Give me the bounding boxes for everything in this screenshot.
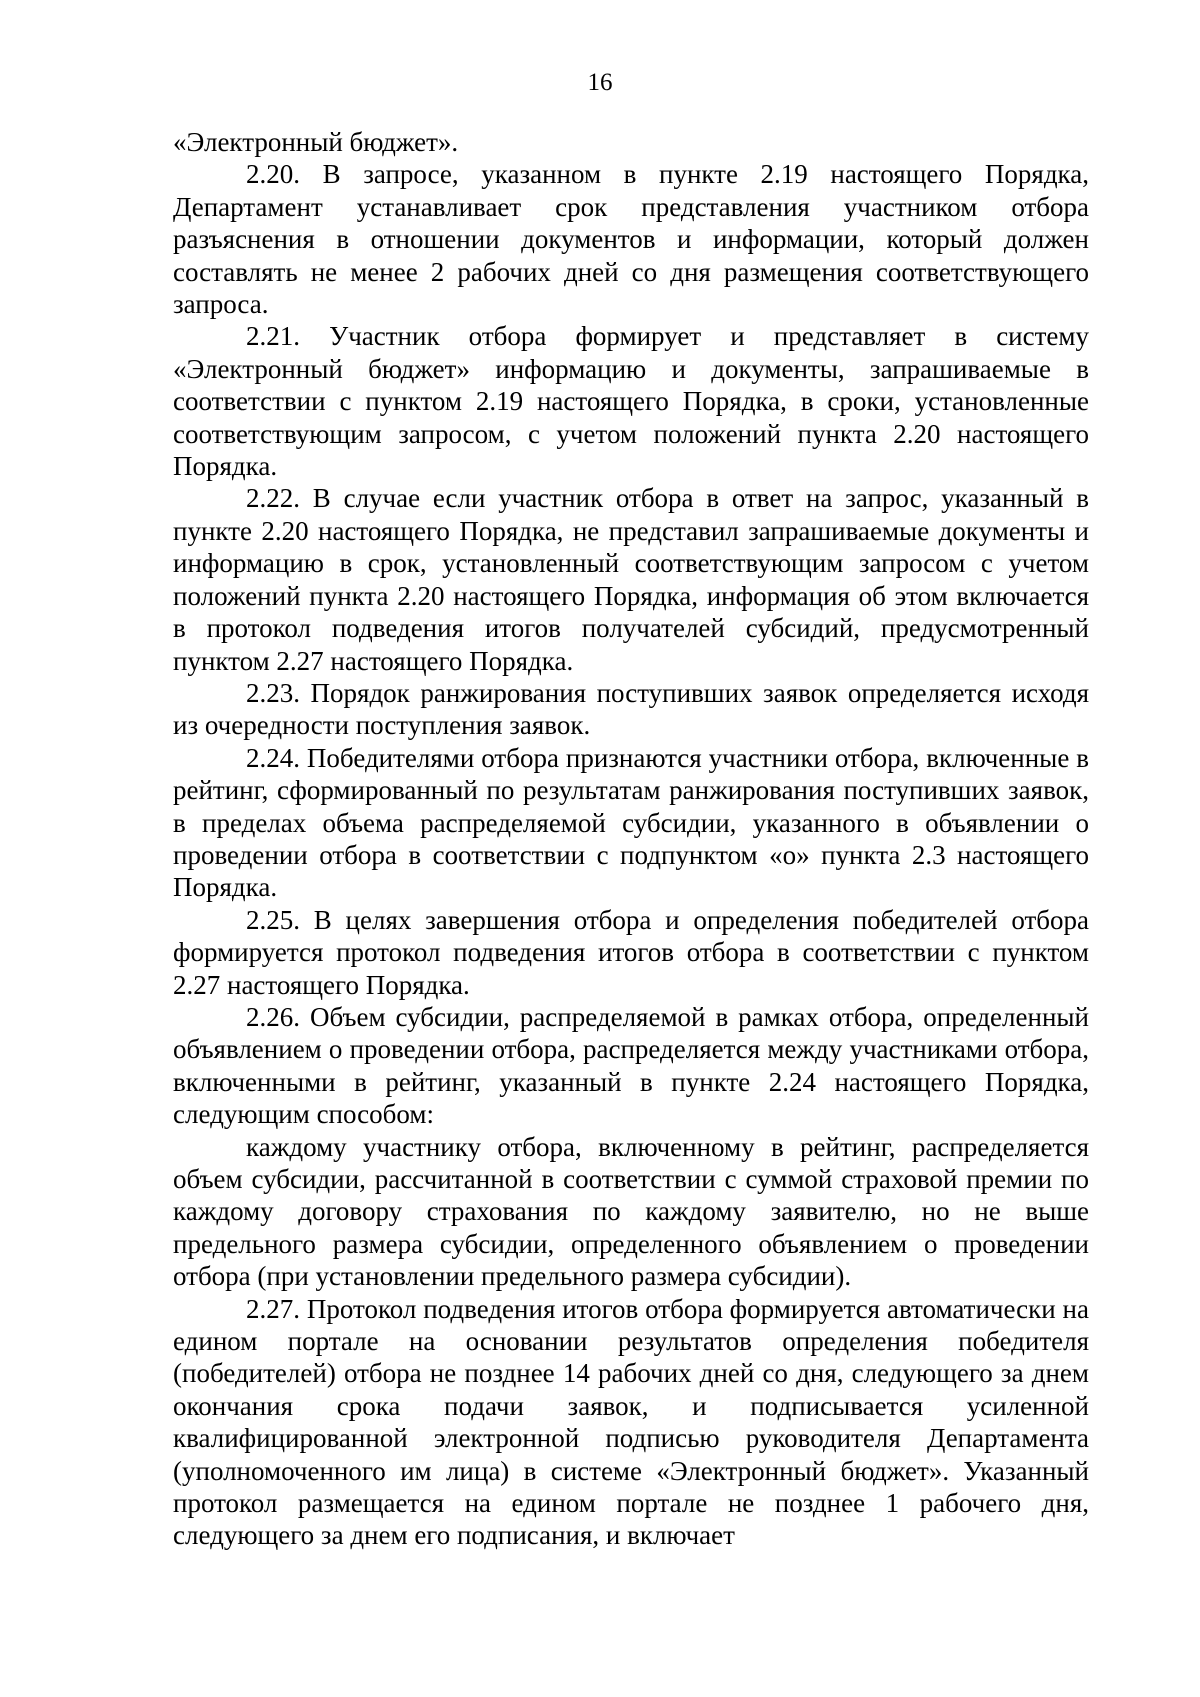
paragraph-2-26: 2.26. Объем субсидии, распределяемой в рамках отбора, определенный объявлением о проведении отбора, распределяется между участниками отбора, включенными в рейтинг, указанный в пункте 2.24 настоящего Порядка, следующим способом: bbox=[173, 1001, 1089, 1130]
document-body bbox=[173, 126, 1089, 1552]
paragraph-2-27: 2.27. Протокол подведения итогов отбора формируется автоматически на едином портале на основании результатов определения победителя (победителей) отбора не позднее 14 рабочих дней со дня, следующего за днем окончания срока подачи заявок, и подписывается усиленной квалифицированной электронной подписью руководителя Департамента (уполномоченного им лица) в системе «Электронный бюджет». Указанный протокол размещается на едином портале не позднее 1 рабочего дня, следующего за днем его подписания, и включает bbox=[173, 1293, 1089, 1551]
paragraph-2-21: 2.21. Участник отбора формирует и представляет в систему «Электронный бюджет» информацию и документы, запрашиваемые в соответствии с пунктом 2.19 настоящего Порядка, в сроки, установленные соответствующим запросом, с учетом положений пункта 2.20 настоящего Порядка. bbox=[173, 321, 1089, 482]
paragraph-2-23: 2.23. Порядок ранжирования поступивших заявок определяется исходя из очередности поступления заявок. bbox=[173, 677, 1089, 741]
paragraph-2-24: 2.24. Победителями отбора признаются участники отбора, включенные в рейтинг, сформированный по результатам ранжирования поступивших заявок, в пределах объема распределяемой субсидии, указанного в объявлении о проведении отбора в соответствии с подпунктом «о» пункта 2.3 настоящего Порядка. bbox=[173, 742, 1089, 903]
paragraph-2-20: 2.20. В запросе, указанном в пункте 2.19 настоящего Порядка, Департамент устанавливает срок представления участником отбора разъяснения в отношении документов и информации, который должен составлять не менее 2 рабочих дней со дня размещения соответствующего запроса. bbox=[173, 159, 1089, 320]
paragraph-2-26-method: каждому участнику отбора, включенному в рейтинг, распределяется объем субсидии, рассчитанной в соответствии с суммой страховой премии по каждому договору страхования по каждому заявителю, но не выше предельного размера субсидии, определенного объявлением о проведении отбора (при установлении предельного размера субсидии). bbox=[173, 1131, 1089, 1292]
paragraph-continuation: «Электронный бюджет». bbox=[173, 127, 459, 157]
paragraph-2-25: 2.25. В целях завершения отбора и определения победителей отбора формируется протокол подведения итогов отбора в соответствии с пунктом 2.27 настоящего Порядка. bbox=[173, 904, 1089, 1000]
paragraph-2-22: 2.22. В случае если участник отбора в ответ на запрос, указанный в пункте 2.20 настоящего Порядка, не представил запрашиваемые документы и информацию в срок, установленный соответствующим запросом с учетом положений пункта 2.20 настоящего Порядка, информация об этом включается в протокол подведения итогов получателей субсидий, предусмотренный пунктом 2.27 настоящего Порядка. bbox=[173, 483, 1089, 676]
page-number: 16 bbox=[587, 69, 613, 96]
